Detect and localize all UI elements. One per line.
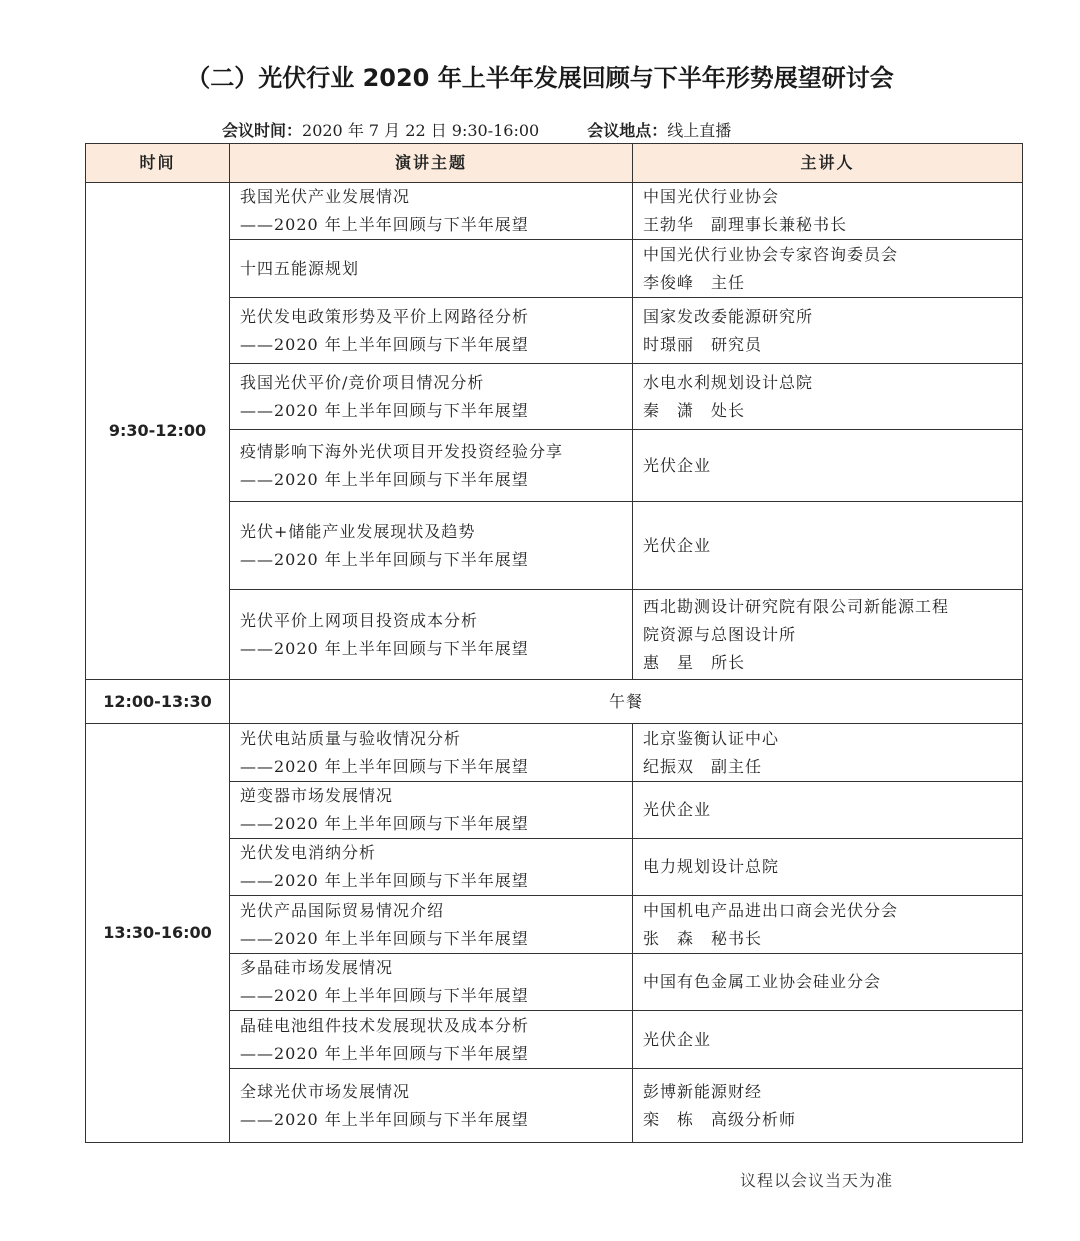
cell-line: 光伏+储能产业发展现状及趋势	[240, 521, 476, 541]
cell-line: 水电水利规划设计总院	[643, 372, 814, 392]
cell-line: ——2020 年上半年回顾与下半年展望	[240, 871, 529, 890]
lunch-time-cell: 12:00-13:30	[86, 680, 230, 724]
topic-cell	[230, 183, 633, 240]
agenda-row	[86, 724, 1023, 782]
agenda-table	[85, 143, 1023, 1143]
cell-line: ——2020 年上半年回顾与下半年展望	[240, 638, 529, 658]
cell-line: ——2020 年上半年回顾与下半年展望	[240, 400, 529, 420]
document-title: （二）光伏行业 2020 年上半年发展回顾与下半年形势展望研讨会	[186, 64, 894, 92]
cell-line: 秦 潇 处长	[643, 400, 746, 420]
topic-cell	[230, 430, 633, 502]
table-header-row	[86, 144, 1023, 183]
speaker-cell	[633, 1069, 1023, 1143]
cell-line: 电力规划设计总院	[643, 857, 780, 876]
cell-line: 光伏发电消纳分析	[240, 843, 377, 862]
cell-line: 疫情影响下海外光伏项目开发投资经验分享	[240, 441, 564, 461]
cell-line: 王勃华 副理事长兼秘书长	[643, 215, 848, 234]
cell-line: 光伏企业	[643, 1029, 712, 1049]
topic-cell	[230, 782, 633, 839]
cell-line: 彭博新能源财经	[643, 1081, 763, 1101]
cell-line: ——2020 年上半年回顾与下半年展望	[240, 928, 529, 948]
speaker-cell	[633, 430, 1023, 502]
cell-line: ——2020 年上半年回顾与下半年展望	[240, 814, 529, 833]
cell-line: 国家发改委能源研究所	[643, 306, 814, 326]
morning-time-cell: 9:30-12:00	[86, 183, 230, 680]
speaker-cell	[633, 183, 1023, 240]
speaker-cell	[633, 502, 1023, 590]
topic-cell	[230, 896, 633, 954]
cell-line: 中国光伏行业协会专家咨询委员会	[643, 244, 899, 264]
lunch-row	[86, 680, 1023, 724]
speaker-cell	[633, 1011, 1023, 1069]
cell-line: 光伏产品国际贸易情况介绍	[240, 900, 445, 920]
cell-line: ——2020 年上半年回顾与下半年展望	[240, 1109, 529, 1129]
cell-line: ——2020 年上半年回顾与下半年展望	[240, 1043, 529, 1063]
cell-line: 惠 星 所长	[643, 652, 746, 672]
cell-line: 我国光伏平价/竞价项目情况分析	[240, 372, 485, 392]
cell-line: 我国光伏产业发展情况	[240, 187, 411, 206]
afternoon-time-cell: 13:30-16:00	[86, 724, 230, 1143]
speaker-cell	[633, 240, 1023, 298]
agenda-body	[86, 183, 1023, 1143]
cell-line: 北京鉴衡认证中心	[643, 728, 780, 748]
cell-line: ——2020 年上半年回顾与下半年展望	[240, 469, 529, 489]
lunch-label-cell: 午餐	[230, 680, 1023, 724]
meeting-time-label: 会议时间：	[222, 121, 303, 140]
cell-line: 中国机电产品进出口商会光伏分会	[643, 900, 899, 920]
speaker-cell	[633, 896, 1023, 954]
cell-line: 全球光伏市场发展情况	[240, 1081, 411, 1101]
speaker-cell	[633, 954, 1023, 1011]
cell-line: ——2020 年上半年回顾与下半年展望	[240, 334, 529, 354]
cell-line: 光伏平价上网项目投资成本分析	[240, 610, 479, 630]
cell-line: ——2020 年上半年回顾与下半年展望	[240, 756, 529, 776]
topic-cell	[230, 839, 633, 896]
cell-line: ——2020 年上半年回顾与下半年展望	[240, 986, 529, 1005]
topic-cell	[230, 298, 633, 364]
topic-cell	[230, 1011, 633, 1069]
cell-line: 光伏企业	[643, 535, 712, 555]
cell-line: 中国光伏行业协会	[643, 187, 780, 206]
cell-line: 十四五能源规划	[240, 258, 360, 278]
cell-line: 光伏电站质量与验收情况分析	[240, 728, 462, 748]
cell-line: 多晶硅市场发展情况	[240, 958, 394, 977]
cell-line: 李俊峰 主任	[643, 272, 746, 292]
cell-line: 光伏企业	[643, 800, 712, 819]
footnote: 议程以会议当天为准	[740, 1171, 894, 1190]
header-topic: 演讲主题	[230, 144, 633, 183]
topic-cell	[230, 1069, 633, 1143]
speaker-cell	[633, 724, 1023, 782]
meeting-info	[222, 118, 731, 141]
topic-cell	[230, 364, 633, 430]
meeting-place-label: 会议地点：	[587, 121, 668, 140]
cell-line: 光伏发电政策形势及平价上网路径分析	[240, 306, 530, 326]
meeting-time-value: 2020 年 7 月 22 日 9:30-16:00	[302, 121, 540, 140]
speaker-cell	[633, 298, 1023, 364]
topic-cell	[230, 590, 633, 680]
cell-line: 中国有色金属工业协会硅业分会	[643, 972, 882, 991]
topic-cell	[230, 502, 633, 590]
topic-cell	[230, 724, 633, 782]
cell-line: 西北勘测设计研究院有限公司新能源工程	[643, 596, 950, 616]
cell-line: ——2020 年上半年回顾与下半年展望	[240, 549, 529, 569]
header-speaker: 主讲人	[633, 144, 1023, 183]
cell-line: 逆变器市场发展情况	[240, 786, 394, 805]
cell-line: ——2020 年上半年回顾与下半年展望	[240, 215, 529, 234]
topic-cell	[230, 954, 633, 1011]
topic-cell	[230, 240, 633, 298]
speaker-cell	[633, 782, 1023, 839]
speaker-cell	[633, 364, 1023, 430]
speaker-cell	[633, 590, 1023, 680]
agenda-row	[86, 183, 1023, 240]
header-time: 时间	[86, 144, 230, 183]
cell-line: 栾 栋 高级分析师	[643, 1109, 797, 1129]
cell-line: 光伏企业	[643, 455, 712, 475]
cell-line: 纪振双 副主任	[643, 756, 763, 776]
cell-line: 张 森 秘书长	[643, 928, 763, 948]
speaker-cell	[633, 839, 1023, 896]
cell-line: 时璟丽 研究员	[643, 334, 763, 354]
cell-line: 晶硅电池组件技术发展现状及成本分析	[240, 1015, 530, 1035]
meeting-place-value: 线上直播	[667, 121, 732, 140]
cell-line: 院资源与总图设计所	[643, 624, 797, 644]
